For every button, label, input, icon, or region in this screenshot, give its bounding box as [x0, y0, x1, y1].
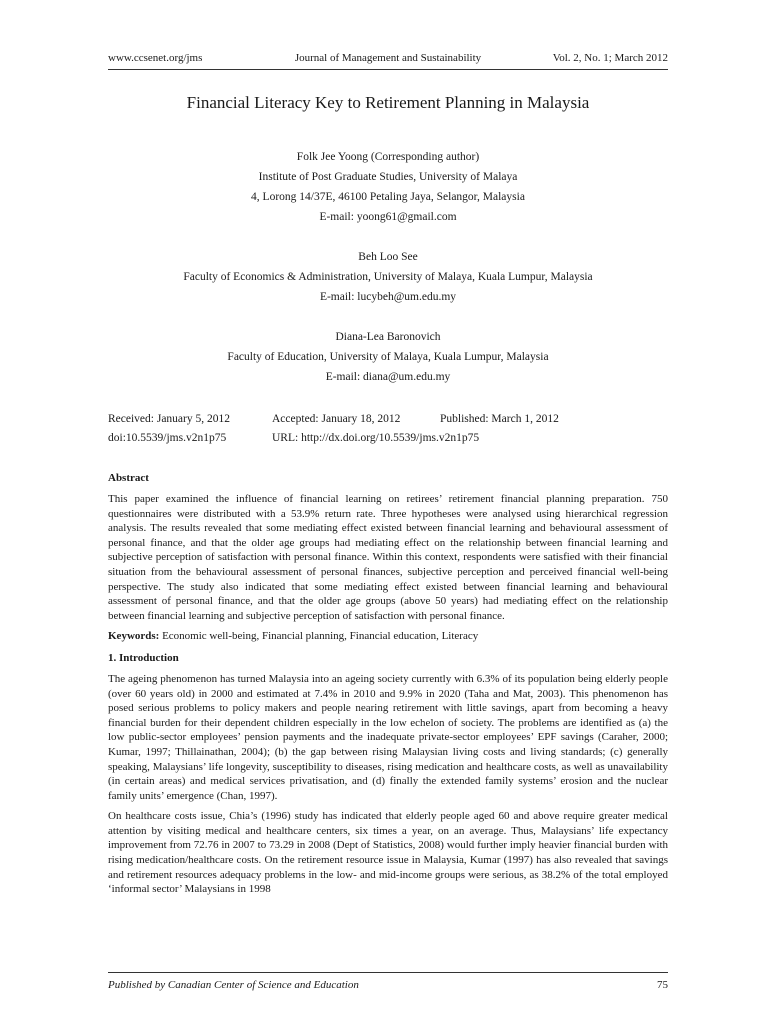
journal-issue: Vol. 2, No. 1; March 2012: [552, 52, 668, 64]
published-date: Published: March 1, 2012: [440, 413, 559, 425]
page-footer: [108, 977, 668, 993]
page-number: 75: [657, 979, 668, 991]
author-block: [108, 327, 668, 387]
author-name: Diana-Lea Baronovich: [335, 331, 441, 343]
footer-divider: [108, 972, 668, 973]
author-affiliation: Faculty of Economics & Administration, University of Malaya, Kuala Lumpur, Malaysia: [183, 271, 593, 283]
introduction-paragraph: On healthcare costs issue, Chia’s (1996) study has indicated that elderly people aged 60 and above require greater medical attention by visiting medical and healthcare centers, six times a year, on an average. Thus, Malaysians’ life expectancy improvement from 72.76 in 2007 to 73.29 in 2008 (Dept of Statistics, 2008) would further imply heavier financial burden with rising medication/healthcare costs. On the retirement resource issue in Malaysia, Kumar (1997) has also revealed that savings and retirement resources adequacy problems in the low- and mid-income groups were serious, as 38.2% of the total employed ‘informal sector’ Malaysians in 1998: [108, 810, 668, 896]
accepted-date: Accepted: January 18, 2012: [272, 413, 401, 425]
journal-name: Journal of Management and Sustainability: [294, 52, 482, 64]
journal-website: www.ccsenet.org/jms: [108, 52, 203, 64]
keywords: [108, 629, 668, 644]
author-address: 4, Lorong 14/37E, 46100 Petaling Jaya, Selangor, Malaysia: [251, 191, 525, 203]
author-name: Beh Loo See: [358, 251, 418, 263]
author-block: [108, 247, 668, 307]
paper-body: [108, 470, 668, 903]
received-date: Received: January 5, 2012: [108, 413, 230, 425]
author-block: [108, 147, 668, 227]
author-email: E-mail: diana@um.edu.my: [325, 371, 451, 383]
running-header: [108, 50, 668, 66]
header-divider: [108, 69, 668, 70]
author-email: E-mail: lucybeh@um.edu.my: [319, 291, 457, 303]
author-affiliation: Faculty of Education, University of Malaya, Kuala Lumpur, Malaysia: [227, 351, 549, 363]
doi-url: URL: http://dx.doi.org/10.5539/jms.v2n1p75: [272, 432, 480, 444]
keywords-text: Economic well-being, Financial planning, Financial education, Literacy: [162, 630, 479, 643]
paper-title: Financial Literacy Key to Retirement Planning in Malaysia: [186, 93, 590, 112]
author-list: [108, 147, 668, 387]
author-affiliation: Institute of Post Graduate Studies, University of Malaya: [258, 171, 518, 183]
doi: doi:10.5539/jms.v2n1p75: [108, 432, 227, 444]
keywords-label: Keywords:: [108, 630, 160, 643]
publisher-credit: Published by Canadian Center of Science and Education: [108, 979, 359, 991]
introduction-heading: 1. Introduction: [108, 651, 179, 664]
abstract-heading: Abstract: [108, 472, 149, 484]
abstract-text: This paper examined the influence of financial learning on retirees’ retirement financial planning preparation. 750 questionnaires were distributed with a 53.9% return rate. Three hypotheses were analysed using hierarchical regression analysis. The results revealed that some mediating effect existed between financial learning and behavioural assessment of personal finance, and that the older age groups had mediating effect on the relationship between financial learning and subjective perception of satisfaction with personal finance. Within this context, respondents were satisfied with their financial situation from the behavioural assessment of personal finances, subjective perception and perceived financial well-being perspective. The study also indicated that some mediating effect existed between financial learning and behavioural assessment of personal finance, and that the older age groups (above 50 years) had mediating effect on the relationship between financial learning and subjective perception of satisfaction with personal finance.: [108, 493, 668, 622]
author-email: E-mail: yoong61@gmail.com: [319, 211, 457, 223]
author-name: Folk Jee Yoong (Corresponding author): [296, 151, 480, 163]
paper-page: [108, 0, 668, 1024]
introduction-paragraph: The ageing phenomenon has turned Malaysia into an ageing society currently with 6.3% of its population being elderly people (over 60 years old) in 2000 and estimated at 7.4% in 2010 and 9.9% in 2020 (Taha and Mat, 2003). This phenomenon has posed serious problems to policy makers and people nearing retirement with little savings, apart from becoming a heavy financial burden for their dependent children especially in the low echelon of society. The problems are identified as (a) the low public-sector employees’ pension payments and the inadequate private-sector employees’ EPF savings (Caraher, 2000; Kumar, 1997; Thillainathan, 2004); (b) the gap between rising Malaysian living costs and living standards; (c) generally speaking, Malaysians’ life longevity, susceptibility to diseases, rising medication and healthcare costs, as well as unavailability (in certain areas) and medical services privatisation, and (d) finally the extended family systems’ erosion and the nuclear family units’ emergence (Chan, 1997).: [108, 672, 668, 802]
publication-dates: [108, 410, 668, 448]
